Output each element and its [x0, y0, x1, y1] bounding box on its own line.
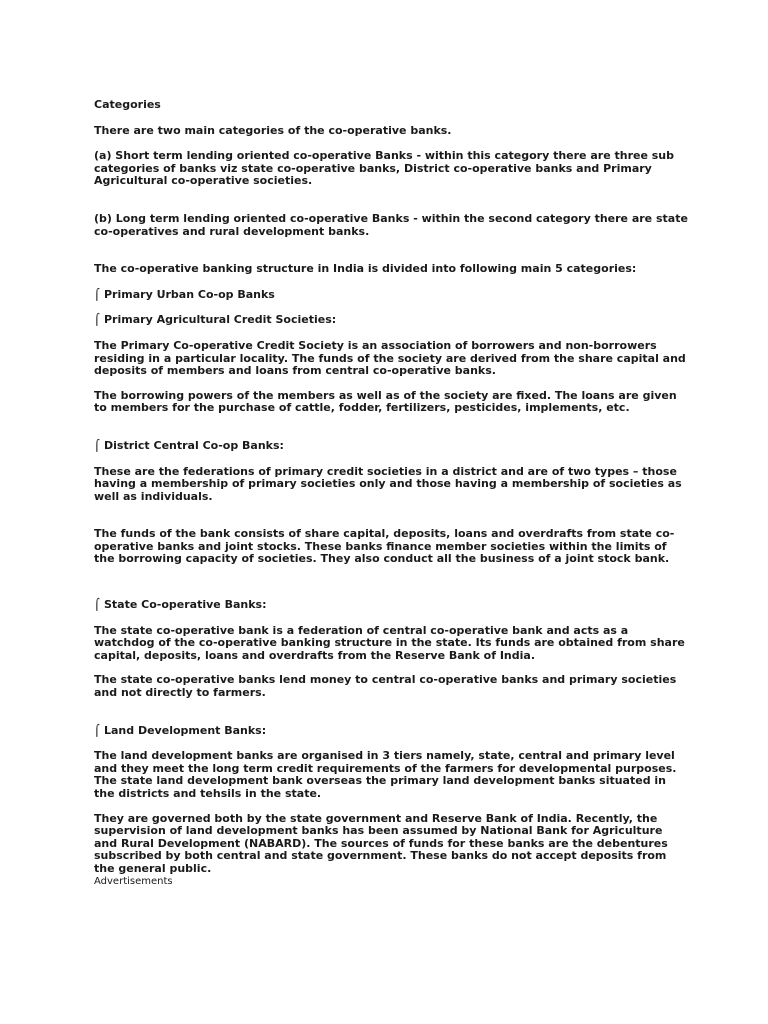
section-heading-land-development: [94, 725, 688, 738]
section-heading-district-central: [94, 440, 688, 453]
heading-categories: Categories: [94, 98, 161, 111]
section-paragraph: The Primary Co-operative Credit Society is an association of borrowers and non-borrowers residing in a particular locality. The funds of the society are derived from the share capital and deposits of members and loans from central co-operative banks.: [94, 338, 686, 378]
section-paragraph: They are governed both by the state government and Reserve Bank of India. Recently, the supervision of land development banks has been assumed by National Bank for Agriculture and Rural Development (NABARD). The sources of funds for these banks are the debentures subscribed by both central and state government. These banks do not accept deposits from the general public.: [94, 811, 668, 875]
section-paragraph: The land development banks are organised in 3 tiers namely, state, central and primary level and they meet the long term credit requirements of the farmers for developmental purposes. The state land development bank overseas the primary land development banks situated in the districts and tehsils in the state.: [94, 749, 677, 800]
category-b-paragraph: (b) Long term lending oriented co-operative Banks - within the second category there are state co-operatives and rural development banks.: [94, 211, 688, 238]
document-body: [94, 99, 688, 888]
section-heading-state-cooperative: [94, 599, 688, 612]
section-paragraph: The state co-operative banks lend money to central co-operative banks and primary societies and not directly to farmers.: [94, 673, 677, 700]
category-a-paragraph: (a) Short term lending oriented co-operative Banks - within this category there are three sub categories of banks viz state co-operative banks, District co-operative banks and Primary Agricultural co-operative societies.: [94, 149, 674, 188]
bullet-icon: ⌠: [94, 438, 100, 452]
section-heading-primary-urban: [94, 289, 688, 302]
structure-intro-paragraph: The co-operative banking structure in India is divided into following main 5 categories:: [94, 262, 637, 276]
section-paragraph: The state co-operative bank is a federation of central co-operative bank and acts as a watchdog of the co-operative banking structure in the state. Its funds are obtained from share capital, deposits, loans and overdrafts from the Reserve Bank of India.: [94, 623, 685, 662]
section-title: Primary Urban Co-op Banks: [104, 287, 275, 301]
section-paragraph: The borrowing powers of the members as well as of the society are fixed. The loans are given to members for the purchase of cattle, fodder, fertilizers, pesticides, implements, etc.: [94, 388, 677, 415]
section-paragraph: The funds of the bank consists of share capital, deposits, loans and overdrafts from state co-operative banks and joint stocks. These banks finance member societies within the limits of the borrowing capacity of societies. They also conduct all the business of a joint stock bank.: [94, 527, 675, 566]
section-title: Land Development Banks:: [104, 723, 267, 737]
bullet-icon: ⌠: [94, 287, 100, 301]
bullet-icon: ⌠: [94, 313, 100, 327]
advertisements-label: Advertisements: [94, 875, 173, 887]
section-paragraph: These are the federations of primary credit societies in a district and are of two types – those having a membership of primary societies only and those having a membership of societies as well as individuals.: [94, 464, 682, 503]
bullet-icon: ⌠: [94, 598, 100, 612]
section-title: Primary Agricultural Credit Societies:: [104, 313, 337, 327]
section-title: State Co-operative Banks:: [104, 598, 267, 612]
section-heading-primary-agricultural: [94, 314, 688, 327]
bullet-icon: ⌠: [94, 723, 100, 737]
intro-paragraph: There are two main categories of the co-operative banks.: [94, 123, 452, 137]
section-title: District Central Co-op Banks:: [104, 438, 284, 452]
